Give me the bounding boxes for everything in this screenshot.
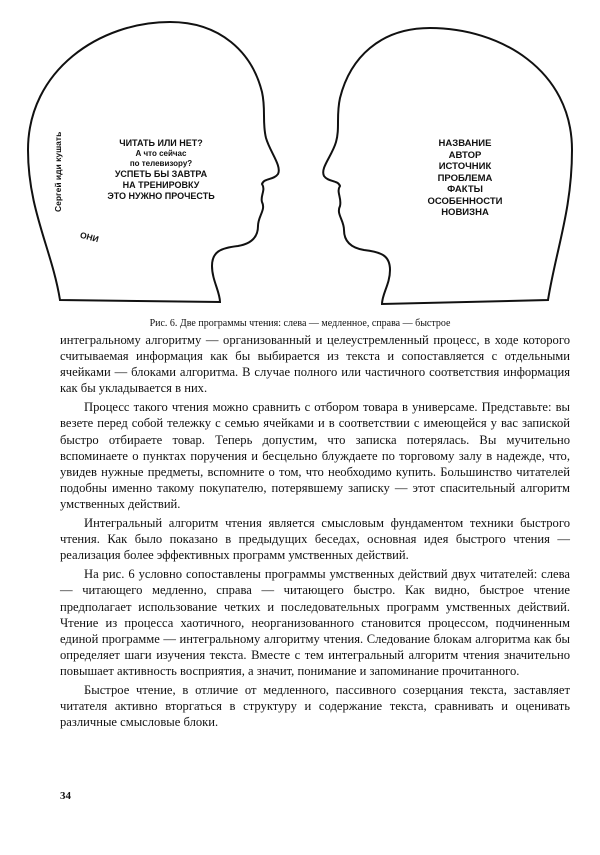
- left-thought-line: ЧИТАТЬ ИЛИ НЕТ?: [119, 138, 203, 148]
- paragraph: Процесс такого чтения можно сравнить с отбором товара в универсаме. Представьте: вы везете перед собой тележку с семью ячейками и в соответствии с имеющейся у вас запиской быстро отбираете товар. Теперь допустим, что записка потерялась. Вы мучительно вспоминаете о пунктах поручения и бесцельно блуждаете по торговому залу в надежде, что, увидев нужные предметы, вспомните о том, что необходимо купить. Большинство читателей подобны именно такому покупателю, потерявшему записку — этот спасительный алгоритм умственных действий.: [60, 400, 570, 511]
- algorithm-block: НОВИЗНА: [441, 207, 489, 218]
- left-thought-line: по телевизору?: [129, 159, 193, 168]
- vertical-note: Сергей иди кушать: [53, 131, 63, 212]
- page-number: 34: [60, 790, 71, 802]
- paragraph: Быстрое чтение, в отличие от медленного, пассивного созерцания текста, заставляет читателя активно вторгаться в структуру и содержание текста, сравнивать и оценивать различные смысловые блоки.: [60, 682, 570, 730]
- algorithm-block: НАЗВАНИЕ: [438, 138, 492, 149]
- algorithm-block: ОСОБЕННОСТИ: [427, 195, 503, 207]
- left-thought-line: ЭТО НУЖНО ПРОЧЕСТЬ: [107, 191, 215, 201]
- algorithm-block: ПРОБЛЕМА: [437, 172, 493, 184]
- paragraph: Интегральный алгоритм чтения является смысловым фундаментом техники быстрого чтения. Как было показано в предыдущих беседах, основная идея быстрого чтения — реализация более эффективных программ умственных действий.: [60, 516, 570, 563]
- left-head-thoughts: [86, 138, 236, 202]
- paragraph: На рис. 6 условно сопоставлены программы умственных действий двух читателей: слева — читающего медленно, справа — читающего быстро. Как видно, быстрое чтение предполагает использование четких и последовательных программ умственных действий. Чтение из процесса хаотичного, неорганизованного становится процессом, подчиненным единой программе — интегральному алгоритму чтения. Следование блокам алгоритма как бы определяет шаги изучения текста. Вместе с тем интегральный алгоритм чтения значительно повышает активность восприятия, а значит, понимание и запоминание прочитанного.: [60, 567, 570, 678]
- figure-two-heads: [0, 0, 600, 310]
- figure-caption: Рис. 6. Две программы чтения: слева — медленное, справа — быстрое: [149, 318, 451, 329]
- left-thought-line: УСПЕТЬ БЫ ЗАВТРА: [114, 169, 208, 179]
- left-thought-line: А что сейчас: [135, 149, 187, 158]
- algorithm-block: ИСТОЧНИК: [438, 161, 492, 172]
- algorithm-block: АВТОР: [448, 149, 482, 161]
- algorithm-block: ФАКТЫ: [447, 184, 483, 195]
- body-text: [60, 332, 570, 730]
- paragraph: интегральному алгоритму — организованный и целеустремленный процесс, в ходе которого считываемая информация как бы выбирается из текста и сопоставляется с отдельными ячейками — блоками алгоритма. В случае полного или частичного соответствия информация как бы укладывается в них.: [60, 333, 570, 396]
- right-head-algorithm: [410, 138, 520, 219]
- left-thought-line: НА ТРЕНИРОВКУ: [122, 180, 200, 190]
- side-note: ОНИ: [79, 229, 100, 245]
